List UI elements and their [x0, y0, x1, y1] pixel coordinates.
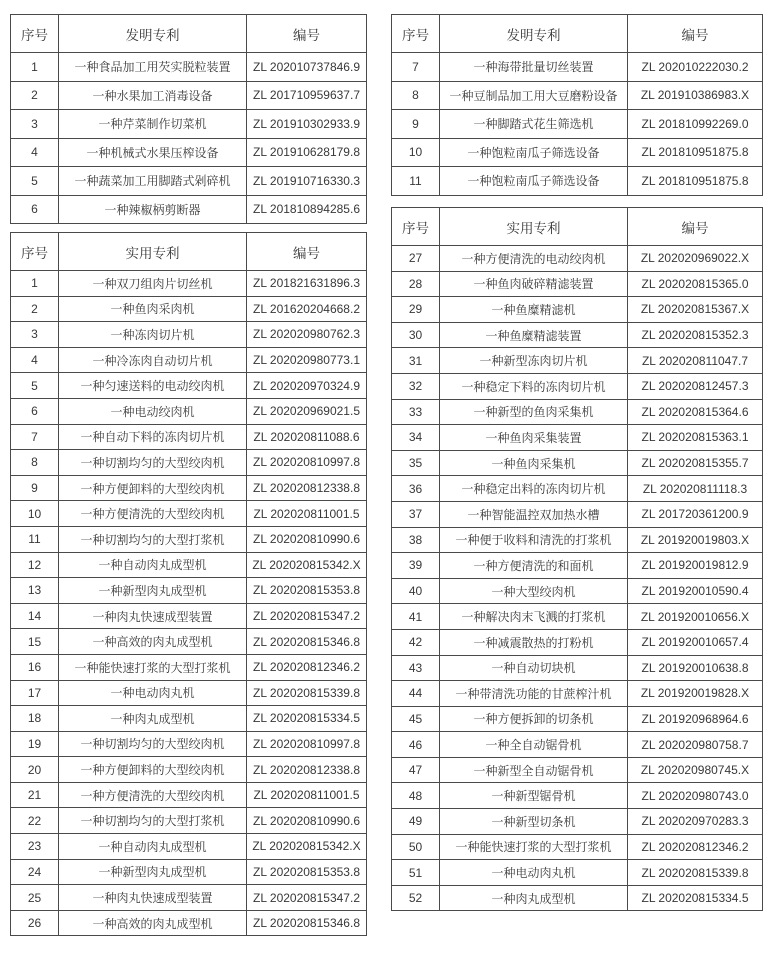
patent-name-cell: 一种带清洗功能的甘蔗榨汁机 — [440, 681, 628, 707]
patent-code-cell: ZL 202020980762.3 — [247, 322, 367, 348]
patent-name-cell: 一种稳定出料的冻肉切片机 — [440, 476, 628, 502]
patent-name-cell: 一种方便清洗的和面机 — [440, 553, 628, 579]
patent-code-cell: ZL 201920010638.8 — [628, 655, 763, 681]
table-header-row — [11, 233, 367, 271]
table-row — [11, 138, 367, 167]
serial-cell: 11 — [392, 167, 440, 196]
patent-name-cell: 一种方便清洗的大型绞肉机 — [59, 501, 247, 527]
serial-cell: 47 — [392, 757, 440, 783]
patent-name-cell: 一种肉丸快速成型装置 — [59, 885, 247, 911]
patent-name-cell: 一种新型切条机 — [440, 809, 628, 835]
table-row — [392, 81, 763, 110]
table-row — [392, 706, 763, 732]
serial-cell: 3 — [11, 322, 59, 348]
table-row — [392, 271, 763, 297]
serial-cell: 44 — [392, 681, 440, 707]
table-row — [11, 629, 367, 655]
table-header-row — [392, 15, 763, 53]
patent-name-cell: 一种电动肉丸机 — [59, 680, 247, 706]
serial-cell: 15 — [11, 629, 59, 655]
patent-name-cell: 一种解决肉末飞溅的打浆机 — [440, 604, 628, 630]
patent-code-cell: ZL 202020812457.3 — [628, 373, 763, 399]
patent-code-cell: ZL 201920010657.4 — [628, 629, 763, 655]
patent-name-cell: 一种新型肉丸成型机 — [59, 578, 247, 604]
serial-cell: 51 — [392, 860, 440, 886]
patent-name-cell: 一种鱼糜精滤装置 — [440, 322, 628, 348]
table-row — [11, 654, 367, 680]
patent-name-cell: 一种冻肉切片机 — [59, 322, 247, 348]
table-row — [392, 553, 763, 579]
serial-cell: 20 — [11, 757, 59, 783]
table-row — [392, 53, 763, 82]
table-header-row — [11, 15, 367, 53]
table-row — [392, 425, 763, 451]
serial-cell: 30 — [392, 322, 440, 348]
serial-cell: 1 — [11, 271, 59, 297]
patent-name-cell: 一种新型锯骨机 — [440, 783, 628, 809]
serial-cell: 12 — [11, 552, 59, 578]
patent-code-cell: ZL 202020969022.X — [628, 246, 763, 272]
serial-cell: 7 — [11, 424, 59, 450]
patent-name-cell: 一种新型全自动锯骨机 — [440, 757, 628, 783]
patent-code-cell: ZL 201810951875.8 — [628, 138, 763, 167]
invention-patents-table-left — [10, 14, 367, 224]
patent-name-cell: 一种鱼糜精滤机 — [440, 297, 628, 323]
table-row — [11, 731, 367, 757]
table-row — [392, 604, 763, 630]
patent-name-cell: 一种双刀组肉片切丝机 — [59, 271, 247, 297]
patent-code-cell: ZL 201920019812.9 — [628, 553, 763, 579]
serial-cell: 46 — [392, 732, 440, 758]
patent-name-cell: 一种能快速打浆的大型打浆机 — [440, 834, 628, 860]
table-row — [392, 860, 763, 886]
serial-cell: 5 — [11, 373, 59, 399]
table-row — [392, 246, 763, 272]
patent-name-cell: 一种肉丸成型机 — [59, 706, 247, 732]
patent-code-cell: ZL 201910386983.X — [628, 81, 763, 110]
patent-code-cell: ZL 202020812338.8 — [247, 475, 367, 501]
column-header-serial: 序号 — [11, 15, 59, 53]
patent-name-cell: 一种肉丸成型机 — [440, 885, 628, 911]
patent-name-cell: 一种全自动锯骨机 — [440, 732, 628, 758]
table-row — [11, 526, 367, 552]
serial-cell: 10 — [11, 501, 59, 527]
serial-cell: 9 — [392, 110, 440, 139]
patent-code-cell: ZL 202020815364.6 — [628, 399, 763, 425]
patent-name-cell: 一种脚踏式花生筛选机 — [440, 110, 628, 139]
patent-name-cell: 一种鱼肉采肉机 — [59, 296, 247, 322]
table-row — [11, 195, 367, 224]
patent-name-cell: 一种切割均匀的大型绞肉机 — [59, 450, 247, 476]
serial-cell: 27 — [392, 246, 440, 272]
serial-cell: 35 — [392, 450, 440, 476]
patent-code-cell: ZL 201920019803.X — [628, 527, 763, 553]
patent-code-cell: ZL 202020812338.8 — [247, 757, 367, 783]
table-row — [392, 373, 763, 399]
serial-cell: 43 — [392, 655, 440, 681]
patent-code-cell: ZL 202020815353.8 — [247, 859, 367, 885]
serial-cell: 6 — [11, 195, 59, 224]
table-row — [392, 138, 763, 167]
patent-code-cell: ZL 202020815346.8 — [247, 910, 367, 936]
serial-cell: 32 — [392, 373, 440, 399]
table-row — [392, 732, 763, 758]
patent-code-cell: ZL 202020980773.1 — [247, 347, 367, 373]
table-row — [11, 450, 367, 476]
table-row — [392, 167, 763, 196]
patent-name-cell: 一种减震散热的打粉机 — [440, 629, 628, 655]
serial-cell: 40 — [392, 578, 440, 604]
serial-cell: 26 — [11, 910, 59, 936]
table-header-row — [392, 208, 763, 246]
table-row — [392, 450, 763, 476]
serial-cell: 50 — [392, 834, 440, 860]
patent-name-cell: 一种肉丸快速成型装置 — [59, 603, 247, 629]
table-row — [11, 347, 367, 373]
patent-name-cell: 一种自动切块机 — [440, 655, 628, 681]
serial-cell: 48 — [392, 783, 440, 809]
table-row — [11, 296, 367, 322]
column-header-code: 编号 — [628, 208, 763, 246]
utility-patents-table-left — [10, 232, 367, 936]
table-row — [392, 322, 763, 348]
patent-code-cell: ZL 202020815363.1 — [628, 425, 763, 451]
patent-name-cell: 一种高效的肉丸成型机 — [59, 910, 247, 936]
serial-cell: 16 — [11, 654, 59, 680]
serial-cell: 22 — [11, 808, 59, 834]
patent-code-cell: ZL 202020815334.5 — [247, 706, 367, 732]
patent-code-cell: ZL 202020812346.2 — [628, 834, 763, 860]
table-row — [11, 603, 367, 629]
serial-cell: 7 — [392, 53, 440, 82]
patent-code-cell: ZL 202020980743.0 — [628, 783, 763, 809]
patent-name-cell: 一种蔬菜加工用脚踏式剁碎机 — [59, 167, 247, 196]
serial-cell: 31 — [392, 348, 440, 374]
serial-cell: 25 — [11, 885, 59, 911]
column-header-serial: 序号 — [392, 208, 440, 246]
patent-name-cell: 一种鱼肉采集装置 — [440, 425, 628, 451]
serial-cell: 2 — [11, 81, 59, 110]
table-row — [11, 782, 367, 808]
serial-cell: 8 — [11, 450, 59, 476]
table-row — [11, 885, 367, 911]
patent-code-cell: ZL 202020815365.0 — [628, 271, 763, 297]
serial-cell: 4 — [11, 138, 59, 167]
patent-code-cell: ZL 202020810990.6 — [247, 526, 367, 552]
serial-cell: 34 — [392, 425, 440, 451]
patent-name-cell: 一种新型的鱼肉采集机 — [440, 399, 628, 425]
table-row — [392, 348, 763, 374]
patent-name-cell: 一种鱼肉破碎精滤装置 — [440, 271, 628, 297]
patent-code-cell: ZL 201821631896.3 — [247, 271, 367, 297]
serial-cell: 28 — [392, 271, 440, 297]
table-row — [392, 783, 763, 809]
patent-name-cell: 一种方便清洗的电动绞肉机 — [440, 246, 628, 272]
table-row — [11, 271, 367, 297]
patent-code-cell: ZL 202020811047.7 — [628, 348, 763, 374]
table-row — [392, 476, 763, 502]
patent-code-cell: ZL 202020815367.X — [628, 297, 763, 323]
patent-code-cell: ZL 202020811001.5 — [247, 501, 367, 527]
serial-cell: 1 — [11, 53, 59, 82]
patent-code-cell: ZL 201920010590.4 — [628, 578, 763, 604]
serial-cell: 6 — [11, 398, 59, 424]
column-header-patent-type: 实用专利 — [59, 233, 247, 271]
serial-cell: 14 — [11, 603, 59, 629]
patent-name-cell: 一种自动肉丸成型机 — [59, 834, 247, 860]
table-row — [11, 706, 367, 732]
column-header-code: 编号 — [247, 15, 367, 53]
patent-name-cell: 一种芹菜制作切菜机 — [59, 110, 247, 139]
table-row — [392, 757, 763, 783]
patent-name-cell: 一种辣椒柄剪断器 — [59, 195, 247, 224]
serial-cell: 41 — [392, 604, 440, 630]
table-row — [11, 398, 367, 424]
patent-code-cell: ZL 202020970324.9 — [247, 373, 367, 399]
patent-name-cell: 一种方便卸料的大型绞肉机 — [59, 475, 247, 501]
patent-name-cell: 一种方便清洗的大型绞肉机 — [59, 782, 247, 808]
patent-name-cell: 一种自动肉丸成型机 — [59, 552, 247, 578]
patent-code-cell: ZL 201920010656.X — [628, 604, 763, 630]
patent-code-cell: ZL 202020811088.6 — [247, 424, 367, 450]
table-row — [11, 475, 367, 501]
serial-cell: 17 — [11, 680, 59, 706]
column-header-code: 编号 — [247, 233, 367, 271]
table-row — [11, 167, 367, 196]
serial-cell: 29 — [392, 297, 440, 323]
patent-code-cell: ZL 202020980745.X — [628, 757, 763, 783]
serial-cell: 2 — [11, 296, 59, 322]
table-row — [11, 834, 367, 860]
column-header-serial: 序号 — [11, 233, 59, 271]
serial-cell: 9 — [11, 475, 59, 501]
patent-code-cell: ZL 201810951875.8 — [628, 167, 763, 196]
patent-name-cell: 一种海带批量切丝装置 — [440, 53, 628, 82]
table-row — [11, 757, 367, 783]
patent-name-cell: 一种切割均匀的大型绞肉机 — [59, 731, 247, 757]
patent-code-cell: ZL 201920968964.6 — [628, 706, 763, 732]
patent-name-cell: 一种方便拆卸的切条机 — [440, 706, 628, 732]
column-header-code: 编号 — [628, 15, 763, 53]
patent-code-cell: ZL 202020815353.8 — [247, 578, 367, 604]
table-row — [392, 110, 763, 139]
table-row — [392, 578, 763, 604]
patent-name-cell: 一种匀速送料的电动绞肉机 — [59, 373, 247, 399]
patent-code-cell: ZL 202020815347.2 — [247, 603, 367, 629]
patent-name-cell: 一种电动肉丸机 — [440, 860, 628, 886]
patent-name-cell: 一种电动绞肉机 — [59, 398, 247, 424]
patent-name-cell: 一种新型肉丸成型机 — [59, 859, 247, 885]
table-row — [11, 808, 367, 834]
table-row — [11, 501, 367, 527]
patent-code-cell: ZL 201710959637.7 — [247, 81, 367, 110]
patent-name-cell: 一种饱粒南瓜子筛选设备 — [440, 138, 628, 167]
column-header-patent-type: 发明专利 — [59, 15, 247, 53]
patent-name-cell: 一种方便卸料的大型绞肉机 — [59, 757, 247, 783]
patent-code-cell: ZL 202020815339.8 — [247, 680, 367, 706]
column-header-patent-type: 实用专利 — [440, 208, 628, 246]
table-row — [11, 578, 367, 604]
patent-name-cell: 一种高效的肉丸成型机 — [59, 629, 247, 655]
patent-code-cell: ZL 202020815355.7 — [628, 450, 763, 476]
patent-code-cell: ZL 201810992269.0 — [628, 110, 763, 139]
table-row — [11, 552, 367, 578]
patent-code-cell: ZL 202020811118.3 — [628, 476, 763, 502]
patent-code-cell: ZL 201910716330.3 — [247, 167, 367, 196]
patent-name-cell: 一种能快速打浆的大型打浆机 — [59, 654, 247, 680]
serial-cell: 36 — [392, 476, 440, 502]
serial-cell: 18 — [11, 706, 59, 732]
table-row — [11, 373, 367, 399]
patent-code-cell: ZL 202020815339.8 — [628, 860, 763, 886]
serial-cell: 49 — [392, 809, 440, 835]
serial-cell: 19 — [11, 731, 59, 757]
table-row — [11, 424, 367, 450]
patent-code-cell: ZL 201720361200.9 — [628, 501, 763, 527]
patent-code-cell: ZL 201910302933.9 — [247, 110, 367, 139]
patent-code-cell: ZL 202020810990.6 — [247, 808, 367, 834]
patent-code-cell: ZL 202020969021.5 — [247, 398, 367, 424]
patent-name-cell: 一种智能温控双加热水槽 — [440, 501, 628, 527]
patent-code-cell: ZL 202020810997.8 — [247, 731, 367, 757]
utility-patents-table-right — [391, 207, 763, 911]
serial-cell: 24 — [11, 859, 59, 885]
table-row — [11, 81, 367, 110]
patent-name-cell: 一种稳定下料的冻肉切片机 — [440, 373, 628, 399]
patent-name-cell: 一种新型冻肉切片机 — [440, 348, 628, 374]
patent-name-cell: 一种冷冻肉自动切片机 — [59, 347, 247, 373]
patent-name-cell: 一种便于收料和清洗的打浆机 — [440, 527, 628, 553]
patent-code-cell: ZL 202020810997.8 — [247, 450, 367, 476]
patent-name-cell: 一种切割均匀的大型打浆机 — [59, 808, 247, 834]
patent-code-cell: ZL 202020980758.7 — [628, 732, 763, 758]
serial-cell: 37 — [392, 501, 440, 527]
serial-cell: 45 — [392, 706, 440, 732]
table-row — [11, 859, 367, 885]
table-row — [392, 399, 763, 425]
patent-name-cell: 一种切割均匀的大型打浆机 — [59, 526, 247, 552]
serial-cell: 4 — [11, 347, 59, 373]
patent-name-cell: 一种机械式水果压榨设备 — [59, 138, 247, 167]
table-row — [11, 680, 367, 706]
serial-cell: 21 — [11, 782, 59, 808]
patent-name-cell: 一种自动下料的冻肉切片机 — [59, 424, 247, 450]
patent-name-cell: 一种豆制品加工用大豆磨粉设备 — [440, 81, 628, 110]
serial-cell: 11 — [11, 526, 59, 552]
patent-name-cell: 一种饱粒南瓜子筛选设备 — [440, 167, 628, 196]
serial-cell: 33 — [392, 399, 440, 425]
serial-cell: 38 — [392, 527, 440, 553]
patent-name-cell: 一种食品加工用芡实脱粒装置 — [59, 53, 247, 82]
column-header-patent-type: 发明专利 — [440, 15, 628, 53]
patent-code-cell: ZL 202020815334.5 — [628, 885, 763, 911]
patent-code-cell: ZL 202010737846.9 — [247, 53, 367, 82]
table-row — [11, 110, 367, 139]
patent-name-cell: 一种水果加工消毒设备 — [59, 81, 247, 110]
patent-code-cell: ZL 201810894285.6 — [247, 195, 367, 224]
patent-code-cell: ZL 202020815342.X — [247, 834, 367, 860]
patent-code-cell: ZL 202020811001.5 — [247, 782, 367, 808]
patent-code-cell: ZL 201910628179.8 — [247, 138, 367, 167]
patent-code-cell: ZL 202020970283.3 — [628, 809, 763, 835]
invention-patents-table-right — [391, 14, 763, 196]
table-row — [392, 297, 763, 323]
table-row — [392, 809, 763, 835]
patent-name-cell: 一种大型绞肉机 — [440, 578, 628, 604]
patent-code-cell: ZL 202020812346.2 — [247, 654, 367, 680]
table-row — [392, 834, 763, 860]
table-row — [392, 681, 763, 707]
serial-cell: 23 — [11, 834, 59, 860]
table-row — [11, 910, 367, 936]
serial-cell: 8 — [392, 81, 440, 110]
table-row — [392, 501, 763, 527]
table-row — [11, 53, 367, 82]
patent-code-cell: ZL 202020815346.8 — [247, 629, 367, 655]
serial-cell: 52 — [392, 885, 440, 911]
table-row — [392, 885, 763, 911]
patent-code-cell: ZL 201620204668.2 — [247, 296, 367, 322]
serial-cell: 10 — [392, 138, 440, 167]
column-header-serial: 序号 — [392, 15, 440, 53]
patent-code-cell: ZL 202010222030.2 — [628, 53, 763, 82]
patent-code-cell: ZL 202020815342.X — [247, 552, 367, 578]
table-row — [11, 322, 367, 348]
serial-cell: 39 — [392, 553, 440, 579]
serial-cell: 42 — [392, 629, 440, 655]
table-row — [392, 629, 763, 655]
serial-cell: 13 — [11, 578, 59, 604]
serial-cell: 5 — [11, 167, 59, 196]
patent-code-cell: ZL 202020815352.3 — [628, 322, 763, 348]
table-row — [392, 527, 763, 553]
table-row — [392, 655, 763, 681]
patent-name-cell: 一种鱼肉采集机 — [440, 450, 628, 476]
patent-code-cell: ZL 201920019828.X — [628, 681, 763, 707]
patent-code-cell: ZL 202020815347.2 — [247, 885, 367, 911]
serial-cell: 3 — [11, 110, 59, 139]
